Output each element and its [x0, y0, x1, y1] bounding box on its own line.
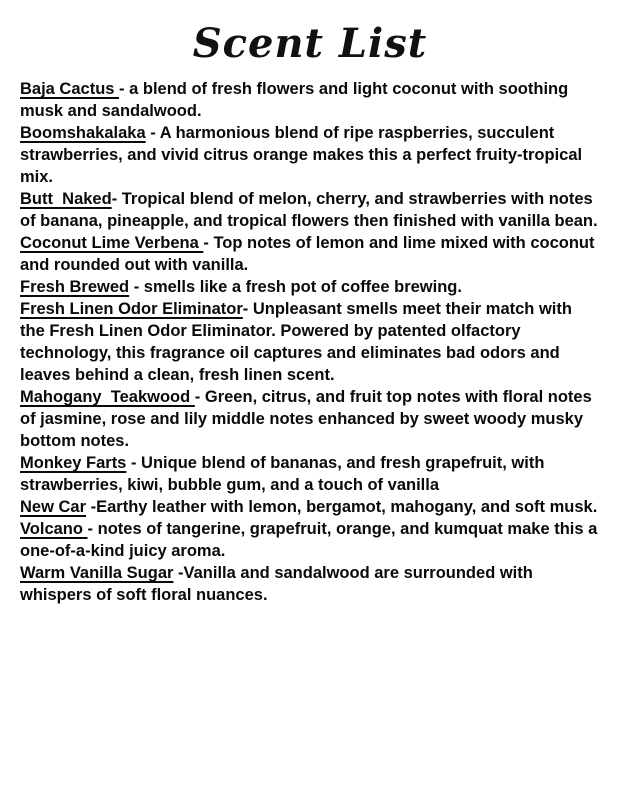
scent-description: - smells like a fresh pot of coffee brewing. — [129, 278, 462, 296]
scent-description: - Unpleasant smells meet their match with the Fresh Linen Odor Eliminator. Powered by patented olfactory technology, this fragrance oil captures and eliminates bad odors and leaves behind a clean, fresh linen scent. — [20, 300, 577, 384]
page-title: Scent List — [192, 20, 428, 67]
scent-entry — [20, 386, 600, 452]
scent-name: Fresh Linen Odor Eliminator — [20, 300, 243, 318]
scent-entry — [20, 122, 600, 188]
scent-entry — [20, 188, 600, 232]
scent-name: Butt Naked — [20, 190, 112, 208]
scent-entry — [20, 78, 600, 122]
scent-name: Monkey Farts — [20, 454, 127, 472]
scent-name: Boomshakalaka — [20, 124, 146, 142]
scent-description: - a blend of fresh flowers and light coconut with soothing musk and sandalwood. — [20, 80, 573, 120]
scent-entry — [20, 496, 600, 518]
scent-entry — [20, 452, 600, 496]
scent-list — [20, 78, 600, 606]
scent-description: - notes of tangerine, grapefruit, orange, and kumquat make this a one-of-a-kind juicy aroma. — [20, 520, 602, 560]
scent-entry — [20, 298, 600, 386]
scent-name: New Car — [20, 498, 87, 516]
scent-description: - Green, citrus, and fruit top notes with floral notes of jasmine, rose and lily middle notes enhanced by sweet woody musky bottom notes. — [20, 388, 597, 450]
scent-name: Fresh Brewed — [20, 278, 130, 296]
scent-description: - Top notes of lemon and lime mixed with coconut and rounded out with vanilla. — [20, 234, 600, 274]
scent-description: -Earthy leather with lemon, bergamot, mahogany, and soft musk. — [86, 498, 598, 516]
scent-entry — [20, 276, 600, 298]
scent-name: Coconut Lime Verbena — [20, 234, 204, 252]
scent-entry — [20, 518, 600, 562]
scent-entry — [20, 562, 600, 606]
scent-description: - Tropical blend of melon, cherry, and strawberries with notes of banana, pineapple, and tropical flowers then finished with vanilla bean. — [20, 190, 598, 230]
scent-description: -Vanilla and sandalwood are surrounded with whispers of soft floral nuances. — [20, 564, 538, 604]
scent-name: Volcano — [20, 520, 88, 538]
scent-name: Warm Vanilla Sugar — [20, 564, 174, 582]
scent-description: - A harmonious blend of ripe raspberries, succulent strawberries, and vivid citrus orange makes this a perfect fruity-tropical mix. — [20, 124, 587, 186]
scent-entry — [20, 232, 600, 276]
scent-name: Baja Cactus — [20, 80, 120, 98]
scent-description: - Unique blend of bananas, and fresh grapefruit, with strawberries, kiwi, bubble gum, and a touch of vanilla — [20, 454, 549, 494]
scent-name: Mahogany Teakwood — [20, 388, 195, 406]
